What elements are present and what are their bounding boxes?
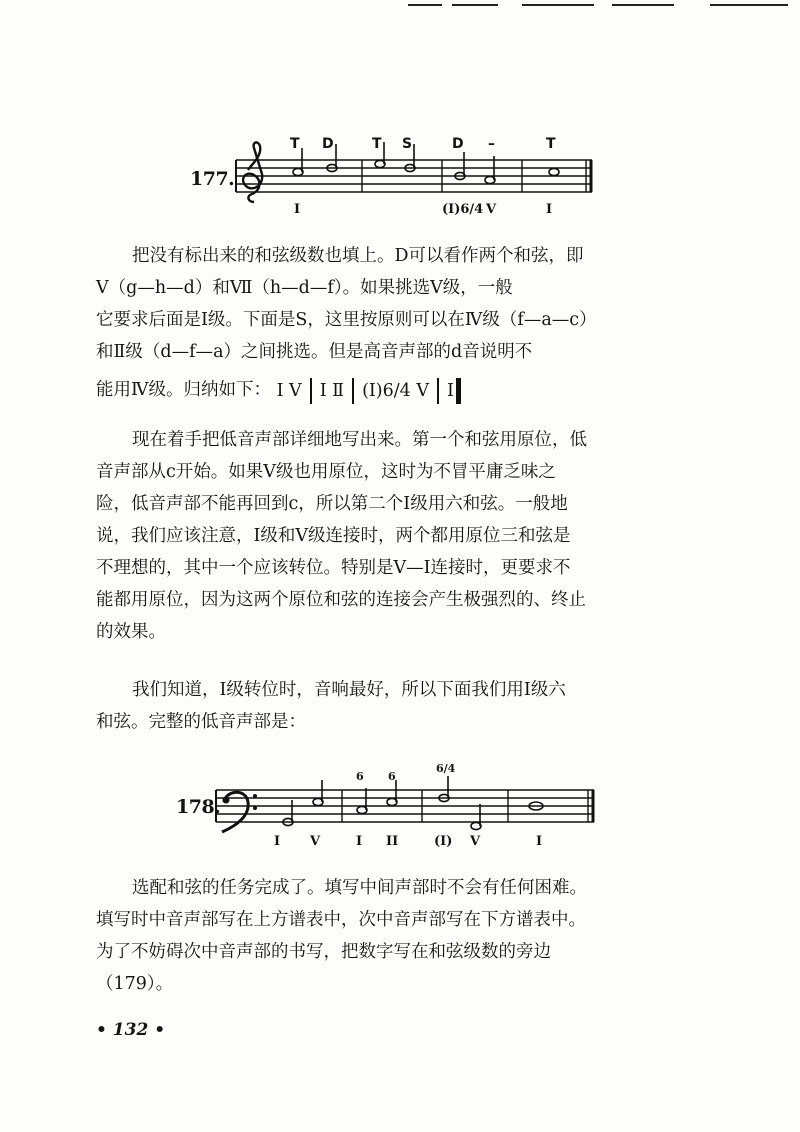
barline — [310, 378, 312, 404]
text-line: Ⅴ（g—h—d）和Ⅶ（h—d—f）。如果挑选Ⅴ级，一般 — [96, 278, 513, 298]
function-label: T — [372, 136, 382, 152]
summary-group: (Ⅰ)6/4 Ⅴ — [362, 380, 429, 401]
barline — [437, 378, 439, 404]
top-rule — [408, 4, 442, 6]
degree-label: (I)6/4 — [442, 202, 484, 217]
text-line: 的效果。 — [96, 622, 166, 642]
text-line: （179）。 — [96, 974, 174, 994]
function-label: D — [452, 136, 464, 152]
music-example-177 — [0, 128, 800, 224]
text-line: 能用Ⅳ级。归纳如下： — [96, 380, 271, 400]
music-example-178 — [0, 762, 800, 858]
text-line: 说，我们应该注意，Ⅰ级和Ⅴ级连接时，两个都用原位三和弦是 — [96, 526, 571, 546]
function-label: T — [546, 136, 556, 152]
bass-staff — [0, 762, 800, 858]
degree-summary — [277, 369, 461, 413]
barline — [352, 378, 354, 404]
summary-group: Ⅰ — [447, 380, 454, 401]
treble-clef-icon — [243, 142, 262, 202]
top-rule — [612, 4, 674, 6]
example-number: 178. — [176, 796, 221, 818]
page-number: • 132 • — [96, 1020, 166, 1040]
figure-label: 6 — [388, 770, 396, 783]
summary-group: Ⅰ Ⅱ — [319, 380, 345, 401]
function-label: T — [290, 136, 300, 152]
top-rule — [452, 4, 498, 6]
paragraph-1 — [96, 240, 690, 413]
degree-label: I — [294, 202, 301, 217]
treble-staff — [0, 128, 800, 224]
degree-label: I — [274, 834, 281, 849]
degree-label: (I) — [434, 834, 453, 849]
top-rule — [522, 4, 594, 6]
text-line: 和Ⅱ级（d—f—a）之间挑选。但是高音声部的d音说明不 — [96, 342, 533, 362]
degree-label: I — [546, 202, 553, 217]
degree-label: II — [386, 834, 399, 849]
text-line: 为了不妨碍次中音声部的书写，把数字写在和弦级数的旁边 — [96, 942, 551, 962]
function-label: – — [488, 136, 495, 152]
paragraph-3 — [96, 674, 690, 738]
final-barline — [456, 378, 461, 404]
text-line: 我们知道，Ⅰ级转位时，音响最好，所以下面我们用Ⅰ级六 — [132, 680, 566, 700]
function-label: D — [322, 136, 334, 152]
text-line: 把没有标出来的和弦级数也填上。D可以看作两个和弦，即 — [132, 246, 584, 266]
text-line: 现在着手把低音声部详细地写出来。第一个和弦用原位，低 — [132, 430, 587, 450]
summary-group: Ⅰ Ⅴ — [276, 380, 302, 401]
text-line: 不理想的，其中一个应该转位。特别是Ⅴ—Ⅰ连接时，更要求不 — [96, 558, 571, 578]
text-line: 它要求后面是Ⅰ级。下面是S，这里按原则可以在Ⅳ级（f—a—c） — [96, 310, 597, 330]
degree-label: V — [486, 202, 497, 217]
text-line: 能都用原位，因为这两个原位和弦的连接会产生极强烈的、终止 — [96, 590, 586, 610]
degree-label: V — [310, 834, 321, 849]
example-number: 177. — [190, 168, 235, 190]
text-line: 填写时中音声部写在上方谱表中，次中音声部写在下方谱表中。 — [96, 910, 586, 930]
function-label: S — [402, 136, 413, 152]
text-line: 音声部从c开始。如果Ⅴ级也用原位，这时为不冒平庸乏味之 — [96, 462, 556, 482]
degree-label: V — [470, 834, 481, 849]
figure-label: 6 — [356, 770, 364, 783]
top-rule — [710, 4, 788, 6]
text-line: 险，低音声部不能再回到c，所以第二个Ⅰ级用六和弦。一般地 — [96, 494, 568, 514]
text-line: 选配和弦的任务完成了。填写中间声部时不会有任何困难。 — [132, 878, 587, 898]
paragraph-4 — [96, 872, 690, 1000]
degree-label: I — [536, 834, 543, 849]
paragraph-2 — [96, 424, 690, 648]
figure-label: 6/4 — [436, 762, 456, 775]
degree-label: I — [356, 834, 363, 849]
text-line: 和弦。完整的低音声部是： — [96, 712, 306, 732]
